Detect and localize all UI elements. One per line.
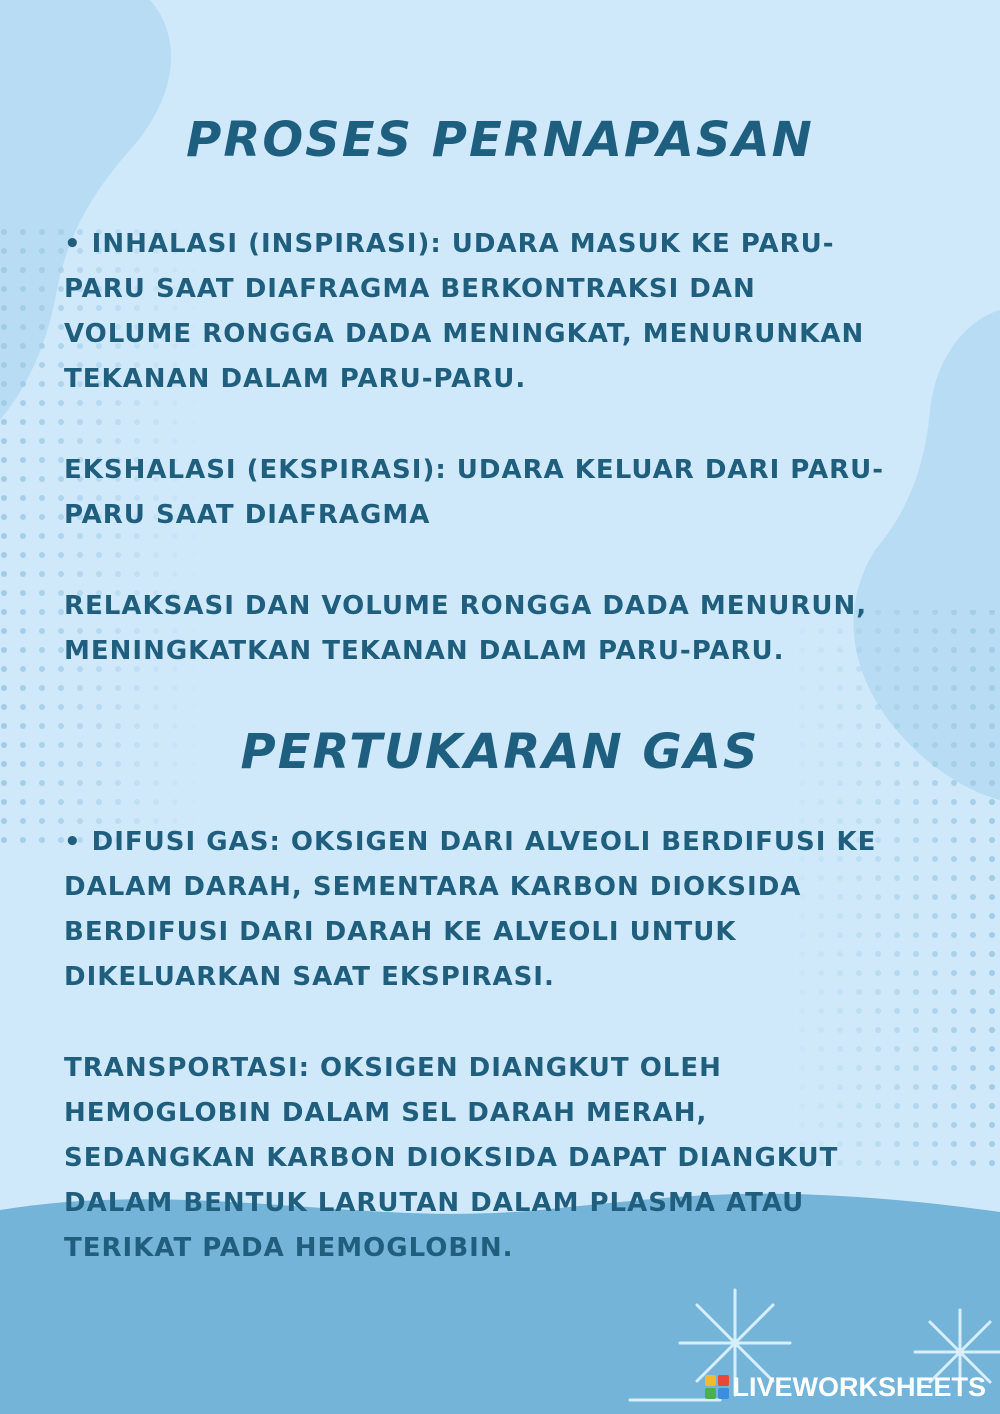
section-title-proses-pernapasan: PROSES PERNAPASAN [186, 112, 814, 168]
liveworksheets-watermark-text: LIVEWORKSHEETS [732, 1371, 986, 1402]
paragraph-transportasi: TRANSPORTASI: OKSIGEN DIANGKUT OLEH HEMOGLOBIN DALAM SEL DARAH MERAH, SEDANGKAN KARBON DIOKSIDA DAPAT DIANGKUT DALAM BENTUK LARUTAN DALAM PLASMA ATAU TERIKAT PADA HEMOGLOBIN. [64, 1053, 839, 1263]
liveworksheets-logo[interactable] [705, 1370, 986, 1404]
section-title-pertukaran-gas: PERTUKARAN GAS [240, 724, 760, 780]
liveworksheets-logo-icon [705, 1375, 729, 1399]
paragraph-difusi-gas: • DIFUSI GAS: OKSIGEN DARI ALVEOLI BERDIFUSI KE DALAM DARAH, SEMENTARA KARBON DIOKSIDA BERDIFUSI DARI DARAH KE ALVEOLI UNTUK DIKELUARKAN SAAT EKSPIRASI. [64, 827, 877, 992]
paragraph-ekshalasi: EKSHALASI (EKSPIRASI): UDARA KELUAR DARI PARU-PARU SAAT DIAFRAGMA [64, 455, 885, 530]
paragraph-relaksasi: RELAKSASI DAN VOLUME RONGGA DADA MENURUN, MENINGKATKAN TEKANAN DALAM PARU-PARU. [64, 591, 868, 666]
paragraph-inhalasi: • INHALASI (INSPIRASI): UDARA MASUK KE PARU-PARU SAAT DIAFRAGMA BERKONTRAKSI DAN VOLUME RONGGA DADA MENINGKAT, MENURUNKAN TEKANAN DALAM PARU-PARU. [64, 229, 865, 394]
